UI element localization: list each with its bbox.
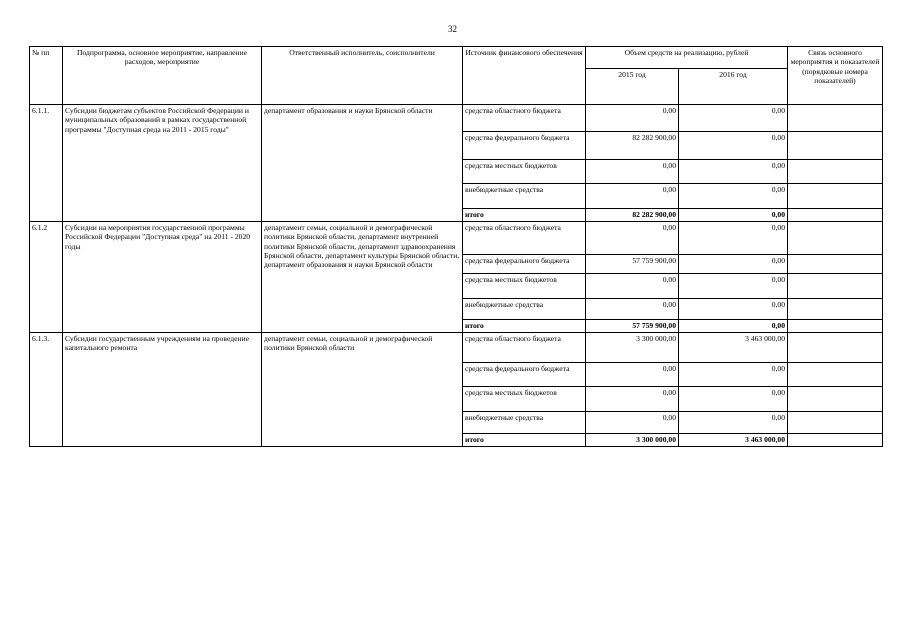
amount-2015: 0,00 bbox=[586, 160, 679, 184]
amount-2015: 57 759 900,00 bbox=[586, 255, 679, 274]
amount-2016: 0,00 bbox=[679, 222, 788, 255]
table-row bbox=[30, 222, 883, 255]
amount-2016: 0,00 bbox=[679, 299, 788, 320]
amount-2015: 0,00 bbox=[586, 387, 679, 412]
amount-2016: 3 463 000,00 bbox=[679, 333, 788, 363]
funding-source: средства областного бюджета bbox=[463, 105, 586, 132]
amount-2016: 0,00 bbox=[679, 363, 788, 387]
indicator-link bbox=[788, 299, 883, 320]
funding-source: средства местных бюджетов bbox=[463, 387, 586, 412]
funding-source: итого bbox=[463, 320, 586, 333]
amount-2016: 0,00 bbox=[679, 412, 788, 434]
indicator-link bbox=[788, 320, 883, 333]
funding-source: средства федерального бюджета bbox=[463, 132, 586, 160]
funding-source: средства местных бюджетов bbox=[463, 160, 586, 184]
table-row bbox=[30, 333, 883, 363]
amount-2015: 3 300 000,00 bbox=[586, 434, 679, 447]
funding-source: внебюджетные средства bbox=[463, 184, 586, 209]
indicator-link bbox=[788, 105, 883, 132]
amount-2016: 0,00 bbox=[679, 105, 788, 132]
funding-source: средства федерального бюджета bbox=[463, 363, 586, 387]
row-number: 6.1.3. bbox=[30, 333, 63, 447]
amount-2015: 0,00 bbox=[586, 274, 679, 299]
amount-2015: 0,00 bbox=[586, 363, 679, 387]
funding-source: средства федерального бюджета bbox=[463, 255, 586, 274]
executor: департамент образования и науки Брянской области bbox=[262, 105, 463, 222]
indicator-link bbox=[788, 255, 883, 274]
amount-2016: 0,00 bbox=[679, 320, 788, 333]
header-year-2015: 2015 год bbox=[586, 69, 679, 105]
amount-2015: 0,00 bbox=[586, 412, 679, 434]
header-link: Связь основного мероприятия и показателей (порядковые номера показателей) bbox=[788, 47, 883, 105]
header-subprogram: Подпрограмма, основное мероприятие, направление расходов, мероприятие bbox=[63, 47, 262, 105]
indicator-link bbox=[788, 363, 883, 387]
header-executor: Ответственный исполнитель, соисполнители bbox=[262, 47, 463, 105]
amount-2016: 0,00 bbox=[679, 387, 788, 412]
indicator-link bbox=[788, 387, 883, 412]
amount-2016: 0,00 bbox=[679, 132, 788, 160]
table-row bbox=[30, 105, 883, 132]
funding-table bbox=[29, 46, 883, 447]
indicator-link bbox=[788, 434, 883, 447]
funding-source: средства местных бюджетов bbox=[463, 274, 586, 299]
amount-2015: 0,00 bbox=[586, 184, 679, 209]
measure-name: Субсидии на мероприятия государственной программы Российской Федерации "Доступная среда" на 2011 - 2020 годы bbox=[63, 222, 262, 333]
funding-source: средства областного бюджета bbox=[463, 333, 586, 363]
amount-2015: 82 282 900,00 bbox=[586, 209, 679, 222]
indicator-link bbox=[788, 184, 883, 209]
amount-2016: 0,00 bbox=[679, 209, 788, 222]
amount-2015: 57 759 900,00 bbox=[586, 320, 679, 333]
indicator-link bbox=[788, 160, 883, 184]
funding-source: итого bbox=[463, 209, 586, 222]
amount-2015: 0,00 bbox=[586, 222, 679, 255]
header-volume: Объем средств на реализацию, рублей bbox=[586, 47, 788, 69]
row-number: 6.1.1. bbox=[30, 105, 63, 222]
indicator-link bbox=[788, 132, 883, 160]
funding-source: средства областного бюджета bbox=[463, 222, 586, 255]
amount-2015: 82 282 900,00 bbox=[586, 132, 679, 160]
amount-2016: 0,00 bbox=[679, 255, 788, 274]
funding-source: внебюджетные средства bbox=[463, 412, 586, 434]
indicator-link bbox=[788, 209, 883, 222]
header-num: № пп bbox=[30, 47, 63, 105]
executor: департамент семьи, социальной и демографической политики Брянской области, департамент внутренней политики Брянской области, департамент здравоохранения Брянской области, департамент культуры Брянской области, департамент образования и науки Брянской области bbox=[262, 222, 463, 333]
row-number: 6.1.2 bbox=[30, 222, 63, 333]
page-number: 32 bbox=[448, 24, 457, 34]
measure-name: Субсидии государственным учреждениям на проведение капитального ремонта bbox=[63, 333, 262, 447]
amount-2015: 0,00 bbox=[586, 105, 679, 132]
amount-2016: 0,00 bbox=[679, 274, 788, 299]
indicator-link bbox=[788, 412, 883, 434]
indicator-link bbox=[788, 222, 883, 255]
amount-2016: 3 463 000,00 bbox=[679, 434, 788, 447]
funding-source: внебюджетные средства bbox=[463, 299, 586, 320]
indicator-link bbox=[788, 333, 883, 363]
amount-2016: 0,00 bbox=[679, 184, 788, 209]
measure-name: Субсидии бюджетам субъектов Российской Федерации и муниципальных образований в рамках государственной программы "Доступная среда на 2011 - 2015 годы" bbox=[63, 105, 262, 222]
amount-2015: 3 300 000,00 bbox=[586, 333, 679, 363]
amount-2016: 0,00 bbox=[679, 160, 788, 184]
header-source: Источник финансового обеспечения bbox=[463, 47, 586, 105]
header-year-2016: 2016 год bbox=[679, 69, 788, 105]
funding-source: итого bbox=[463, 434, 586, 447]
indicator-link bbox=[788, 274, 883, 299]
amount-2015: 0,00 bbox=[586, 299, 679, 320]
executor: департамент семьи, социальной и демографической политики Брянской области bbox=[262, 333, 463, 447]
